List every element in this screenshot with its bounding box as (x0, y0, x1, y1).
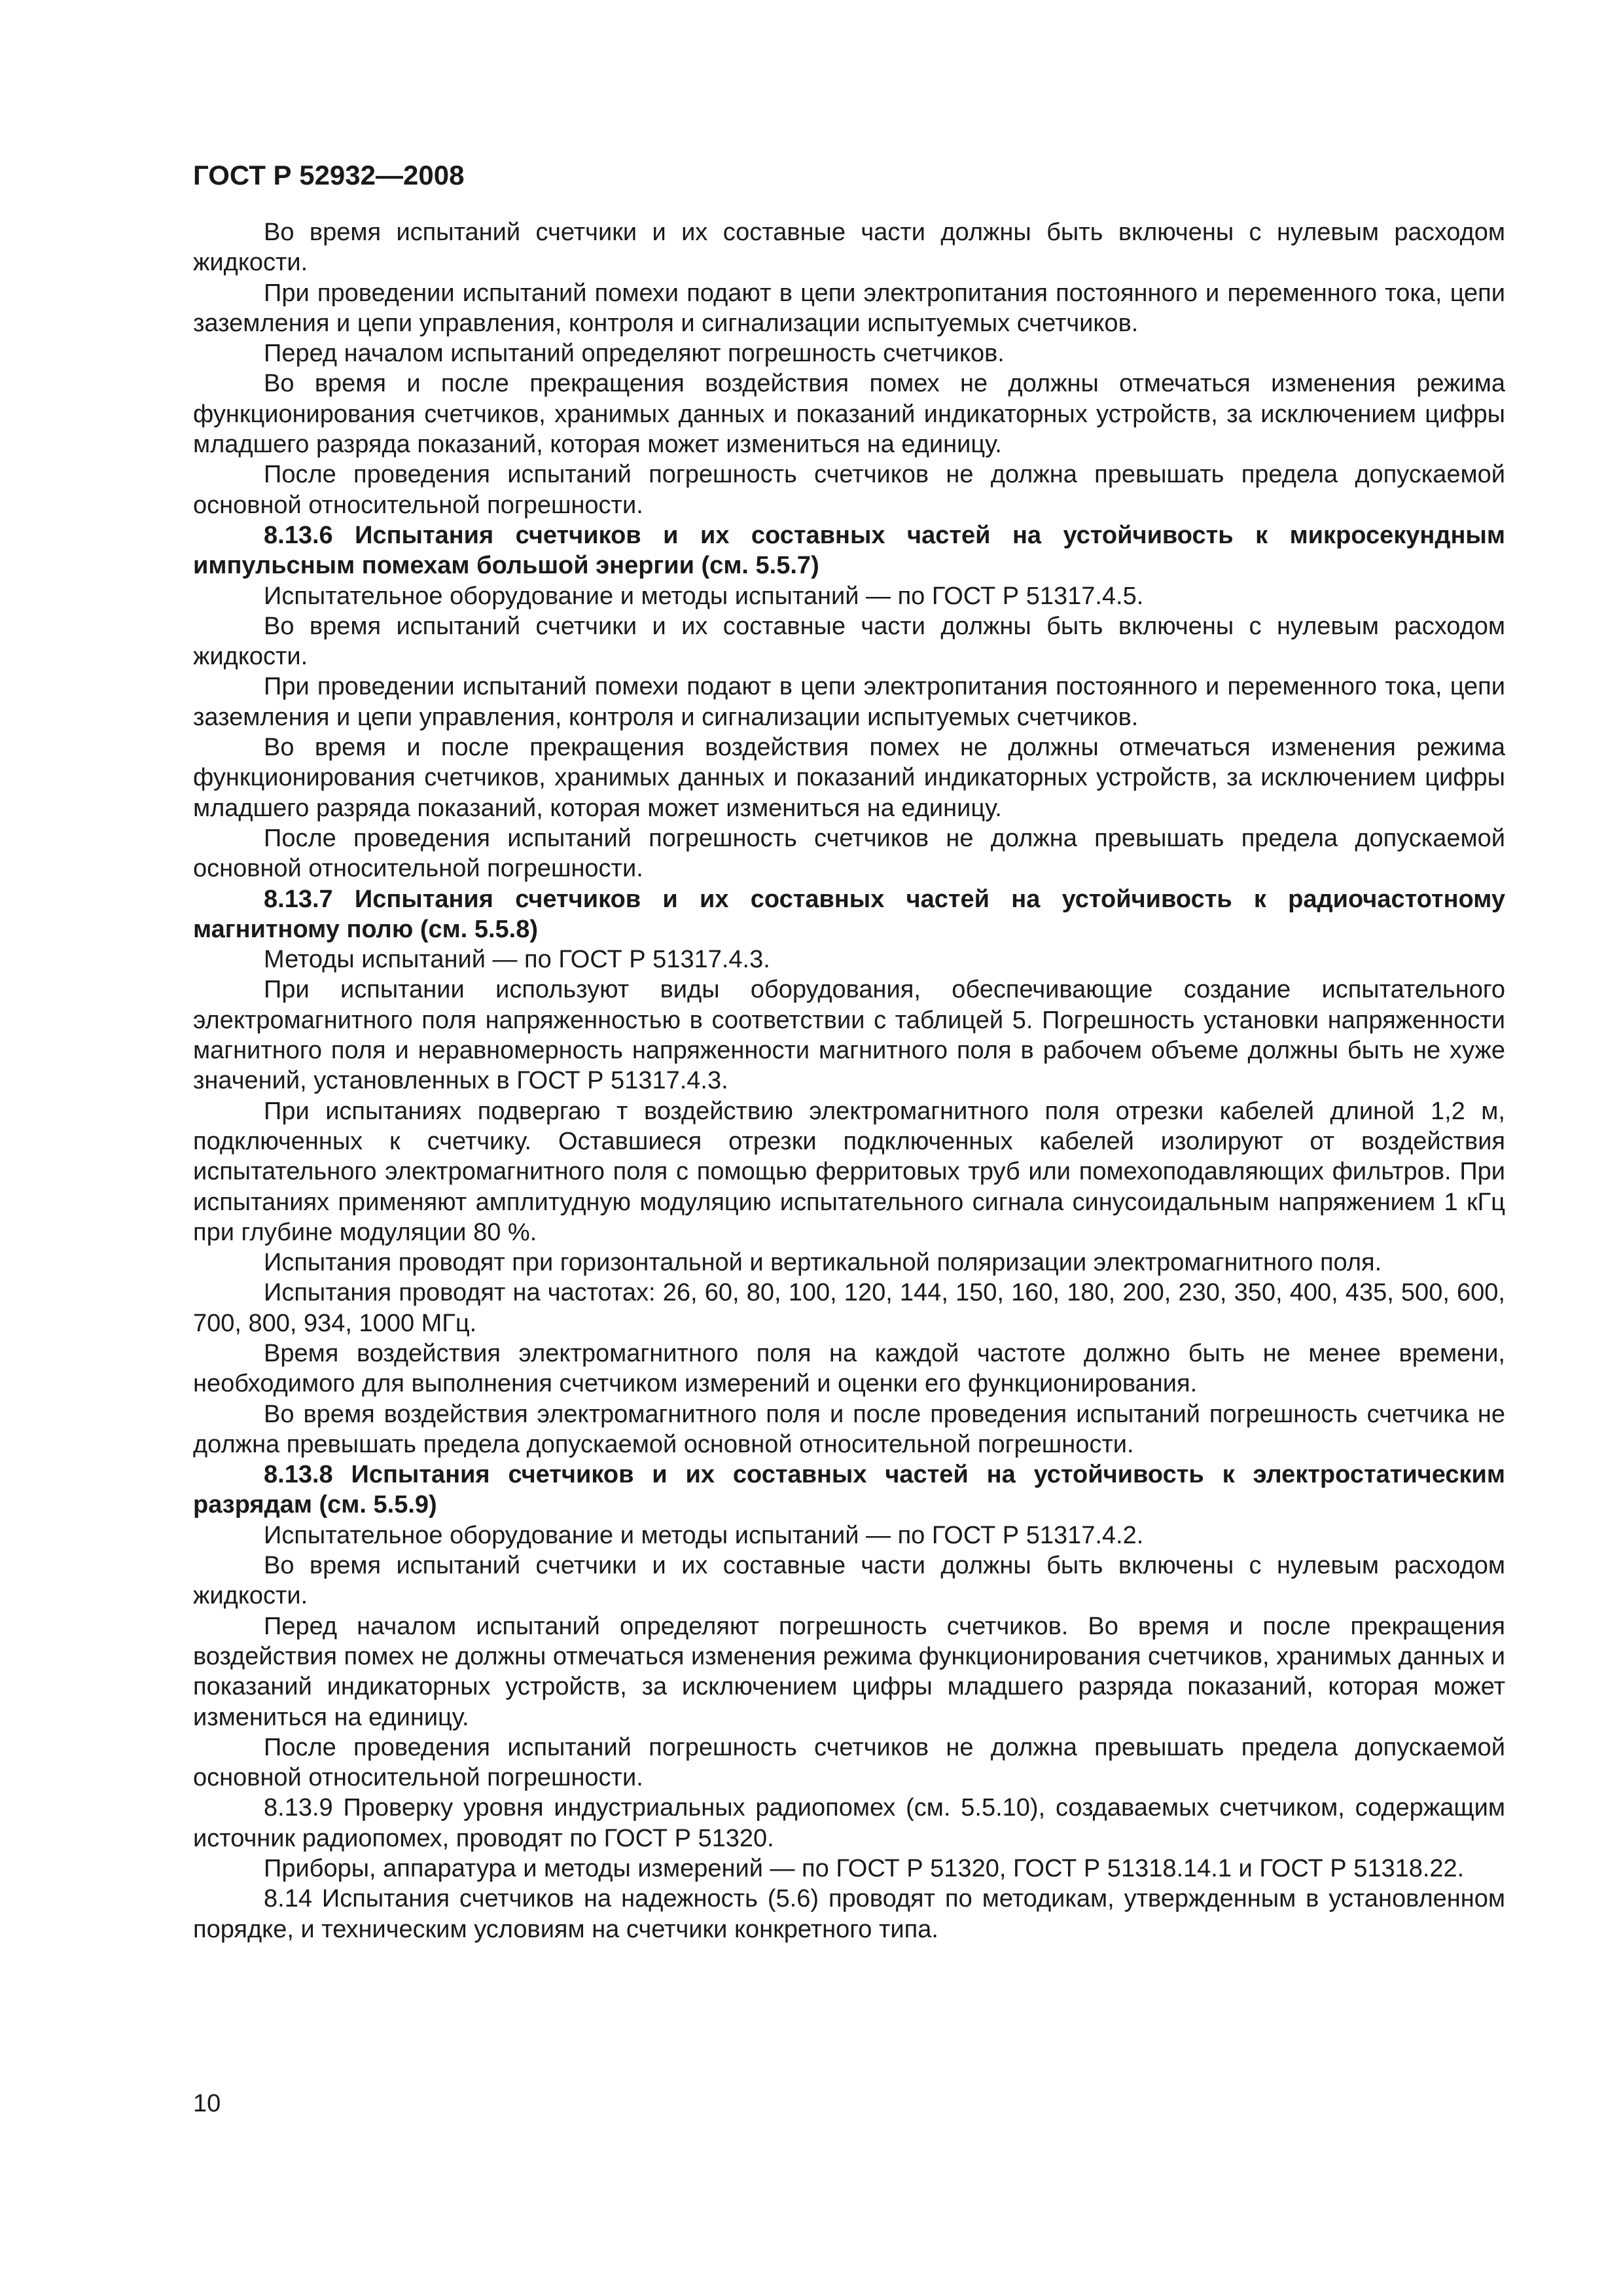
paragraph: Испытательное оборудование и методы испытаний — по ГОСТ Р 51317.4.5. (264, 582, 1144, 610)
paragraph: При проведении испытаний помехи подают в цепи электропитания постоянного и переменного тока, цепи заземления и цепи управления, контроля и сигнализации испытуемых счетчиков. (193, 673, 1505, 731)
section-heading-8-13-6: 8.13.6 Испытания счетчиков и их составных частей на устойчивость к микросекундным импульсным помехам большой энергии (см. 5.5.7) (193, 521, 1505, 580)
paragraph: После проведения испытаний погрешность счетчиков не должна превышать предела допускаемой основной относительной погрешности. (193, 824, 1505, 883)
paragraph: Время воздействия электромагнитного поля на каждой частоте должно быть не менее времени, необходимого для выполнения счетчиком измерений и оценки его функционирования. (193, 1339, 1505, 1398)
paragraph: Методы испытаний — по ГОСТ Р 51317.4.3. (264, 946, 770, 974)
paragraph: 8.14 Испытания счетчиков на надежность (5.6) проводят по методикам, утвержденным в установленном порядке, и техническим условиям на счетчики конкретного типа. (193, 1885, 1505, 1943)
paragraph: Во время испытаний счетчики и их составные части должны быть включены с нулевым расходом жидкости. (193, 1552, 1505, 1610)
section-heading-8-13-7: 8.13.7 Испытания счетчиков и их составных частей на устойчивость к радиочастотному магнитному полю (см. 5.5.8) (193, 885, 1505, 943)
paragraph: При испытаниях подвергаю т воздействию электромагнитного поля отрезки кабелей длиной 1,2 м, подключенных к счетчику. Оставшиеся отрезки подключенных кабелей изолируют от воздействия испытательного электромагнитного поля с помощью ферритовых труб или помехоподавляющих фильтров. При испытаниях применяют амплитудную модуляцию испытательного сигнала синусоидальным напряжением 1 кГц при глубине модуляции 80 %. (193, 1097, 1505, 1246)
paragraph: Приборы, аппаратура и методы измерений — по ГОСТ Р 51320, ГОСТ Р 51318.14.1 и ГОСТ Р 51318.22. (264, 1855, 1465, 1883)
paragraph: При испытании используют виды оборудования, обеспечивающие создание испытательного электромагнитного поля напряженностью в соответствии с таблицей 5. Погрешность установки напряженности магнитного поля и неравномерность напряженности магнитного поля в рабочем объеме должны быть не хуже значений, установленных в ГОСТ Р 51317.4.3. (193, 976, 1505, 1095)
paragraph: Испытания проводят на частотах: 26, 60, 80, 100, 120, 144, 150, 160, 180, 200, 230, 350, 400, 435, 500, 600, 700, 800, 934, 1000 МГц. (193, 1279, 1505, 1337)
section-heading-8-13-8: 8.13.8 Испытания счетчиков и их составных частей на устойчивость к электростатическим разрядам (см. 5.5.9) (193, 1461, 1505, 1519)
paragraph: 8.13.9 Проверку уровня индустриальных радиопомех (см. 5.5.10), создаваемых счетчиком, содержащим источник радиопомех, проводят по ГОСТ Р 51320. (193, 1794, 1505, 1852)
document-page (193, 151, 1505, 1945)
paragraph: Во время воздействия электромагнитного поля и после проведения испытаний погрешность счетчика не должна превышать предела допускаемой основной относительной погрешности. (193, 1400, 1505, 1458)
paragraph: Испытательное оборудование и методы испытаний — по ГОСТ Р 51317.4.2. (264, 1521, 1144, 1549)
paragraph: При проведении испытаний помехи подают в цепи электропитания постоянного и переменного тока, цепи заземления и цепи управления, контроля и сигнализации испытуемых счетчиков. (193, 279, 1505, 337)
paragraph: После проведения испытаний погрешность счетчиков не должна превышать предела допускаемой основной относительной погрешности. (193, 461, 1505, 519)
paragraph: Во время и после прекращения воздействия помех не должны отмечаться изменения режима функционирования счетчиков, хранимых данных и показаний индикаторных устройств, за исключением цифры младшего разряда показаний, которая может измениться на единицу. (193, 734, 1505, 822)
paragraph: Во время испытаний счетчики и их составные части должны быть включены с нулевым расходом жидкости. (193, 219, 1505, 277)
paragraph: Перед началом испытаний определяют погрешность счетчиков. (264, 340, 1005, 368)
paragraph: Испытания проводят при горизонтальной и вертикальной поляризации электромагнитного поля. (264, 1249, 1382, 1277)
paragraph: Во время и после прекращения воздействия помех не должны отмечаться изменения режима функционирования счетчиков, хранимых данных и показаний индикаторных устройств, за исключением цифры младшего разряда показаний, которая может измениться на единицу. (193, 370, 1505, 459)
paragraph: После проведения испытаний погрешность счетчиков не должна превышать предела допускаемой основной относительной погрешности. (193, 1733, 1505, 1792)
page-number: 10 (193, 2090, 221, 2117)
document-header: ГОСТ Р 52932—2008 (193, 160, 465, 190)
paragraph: Перед началом испытаний определяют погрешность счетчиков. Во время и после прекращения воздействия помех не должны отмечаться изменения режима функционирования счетчиков, хранимых данных и показаний индикаторных устройств, за исключением цифры младшего разряда показаний, которая может измениться на единицу. (193, 1612, 1505, 1731)
paragraph: Во время испытаний счетчики и их составные части должны быть включены с нулевым расходом жидкости. (193, 612, 1505, 671)
